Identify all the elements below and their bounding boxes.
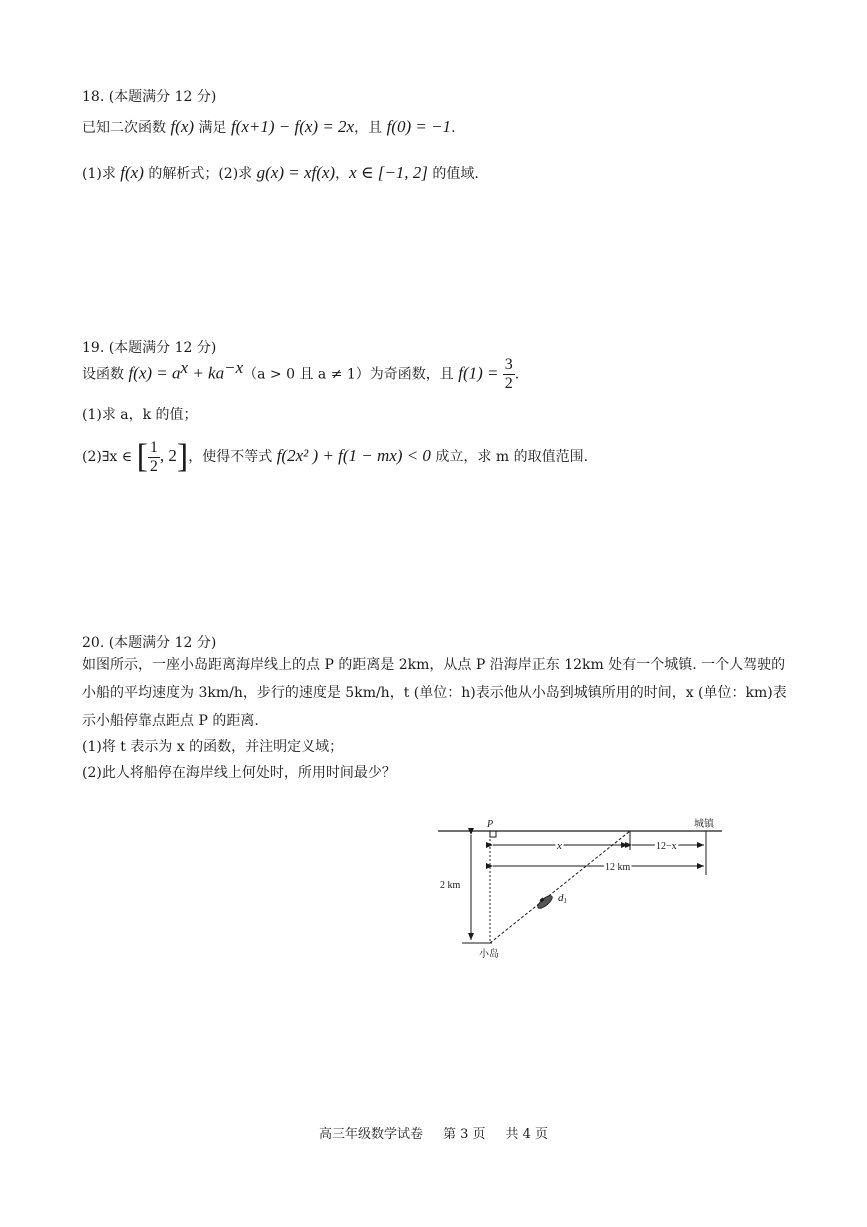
footer-title: 高三年级数学试卷: [318, 1127, 423, 1142]
q18-given-sep: ，且: [354, 120, 387, 136]
label-12km: 12 km: [605, 862, 631, 873]
q19-given-end: .: [514, 366, 520, 383]
q18-p2-suffix: 的值域.: [427, 166, 479, 182]
q19-frac-den: 2: [504, 375, 513, 392]
q19-f1: f(1) =: [458, 363, 503, 383]
q19-exp2: −x: [224, 357, 244, 377]
q18-functional-equation: f(x+1) − f(x) = 2x: [230, 117, 355, 136]
q18-given-mid: 满足: [194, 120, 231, 136]
q18-p2-expr: g(x) = xf(x): [256, 163, 336, 182]
q18-p1-suffix: 的解析式；(2)求: [143, 166, 257, 182]
q19-exp1: x: [180, 357, 189, 377]
q19-p2-frac-num: 1: [149, 438, 158, 456]
q19-condition: （a > 0 且 a ≠ 1）为奇函数，且: [243, 366, 459, 383]
q19-expr-lhs: f(x) = a: [128, 363, 181, 383]
label-d-sub: 1: [563, 897, 567, 905]
footer-page: 第 3 页: [442, 1127, 486, 1142]
page-footer: [0, 1123, 867, 1142]
q19-p1: (1)求 a，k 的值；: [82, 407, 198, 423]
boat-icon: [535, 892, 554, 910]
q19-p2-after-frac: , 2: [159, 446, 177, 465]
q20-p2: (2)此人将船停在海岸线上何处时，所用时间最少？: [82, 765, 396, 781]
q18-p1-prefix: (1)求: [82, 166, 121, 182]
q18-initial-value: f(0) = −1: [386, 117, 452, 136]
q18-expr-fx: f(x): [170, 117, 195, 136]
q19-expr-mid: + ka: [188, 363, 225, 383]
q19-frac-num: 3: [504, 356, 513, 373]
q20-heading: 20. (本题满分 12 分): [82, 635, 217, 651]
q19-heading: 19. (本题满分 12 分): [82, 340, 217, 356]
label-P: P: [487, 819, 494, 830]
q18-given-end: .: [451, 120, 456, 136]
right-angle-mark: [490, 831, 496, 837]
label-d: d: [558, 892, 564, 904]
q19-p2-frac-den: 2: [149, 457, 158, 475]
label-d1: [558, 892, 567, 905]
footer-total: 共 4 页: [505, 1127, 549, 1142]
q19-given-prefix: 设函数: [82, 366, 129, 383]
q18-heading: 18. (本题满分 12 分): [82, 89, 217, 105]
q20-p1: (1)将 t 表示为 x 的函数，并注明定义域；: [82, 739, 344, 755]
q18-p2-domain: x ∈ [−1, 2]: [349, 163, 428, 182]
left-bracket: [: [136, 438, 148, 475]
q19-p2-text2: 成立，求 m 的取值范围.: [430, 449, 589, 465]
q20-body: 如图所示，一座小岛距离海岸线上的点 P 的距离是 2km，从点 P 沿海岸正东 12km 处有一个城镇. 一个人驾驶的小船的平均速度为 3km/h，步行的速度是 5km/h，t (单位：h)表示他从小岛到城镇所用的时间，x (单位：km)表示小船停靠点距点 P 的距离.: [82, 657, 787, 729]
q19-p2-text1: ，使得不等式: [188, 449, 277, 465]
q18-p1-expr: f(x): [120, 163, 144, 182]
q18-given-prefix: 已知二次函数: [82, 120, 171, 136]
q19-inequality: f(2x² ) + f(1 − mx) < 0: [276, 446, 431, 465]
label-town: 城镇: [694, 819, 714, 830]
q19-p2-prefix: (2)∃x ∈: [82, 449, 137, 465]
label-12-minus-x: 12−x: [656, 841, 677, 852]
q18-p2-sep: ，: [335, 166, 350, 182]
right-bracket: ]: [176, 438, 189, 475]
label-2km: 2 km: [440, 880, 461, 891]
label-x: x: [557, 840, 562, 852]
label-island: 小岛: [479, 949, 499, 960]
